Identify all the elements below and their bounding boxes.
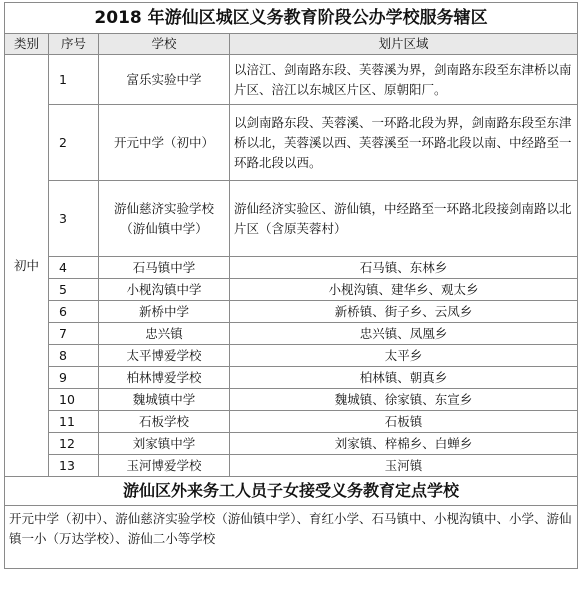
table-row: [5, 389, 578, 411]
district-area: 刘家镇、梓棉乡、白蝉乡: [230, 433, 578, 455]
district-area: 太平乡: [230, 345, 578, 367]
school-name: 石板学校: [99, 411, 230, 433]
table-row: [5, 181, 578, 257]
table-row: [5, 105, 578, 181]
school-name: 小枧沟镇中学: [99, 279, 230, 301]
table-row: [5, 367, 578, 389]
header-area: 划片区域: [230, 34, 578, 55]
row-number: 13: [49, 455, 99, 477]
table-row: [5, 455, 578, 477]
header-category: 类别: [5, 34, 49, 55]
row-number: 6: [49, 301, 99, 323]
row-number: 7: [49, 323, 99, 345]
section-title: 游仙区外来务工人员子女接受义务教育定点学校: [5, 477, 578, 506]
district-area: 新桥镇、街子乡、云凤乡: [230, 301, 578, 323]
document-page: [4, 2, 577, 569]
row-number: 3: [49, 181, 99, 257]
table-row: [5, 257, 578, 279]
table-row: [5, 301, 578, 323]
header-number: 序号: [49, 34, 99, 55]
district-area: 魏城镇、徐家镇、东宣乡: [230, 389, 578, 411]
category-cell: 初中: [5, 55, 49, 477]
row-number: 12: [49, 433, 99, 455]
row-number: 11: [49, 411, 99, 433]
district-area: 石板镇: [230, 411, 578, 433]
designated-schools-text: 开元中学（初中）、游仙慈济实验学校（游仙镇中学）、育红小学、石马镇中、小枧沟镇中、小学、游仙镇一小（万达学校）、游仙二小等学校: [5, 506, 578, 569]
district-area: 石马镇、东林乡: [230, 257, 578, 279]
table-title: 2018 年游仙区城区义务教育阶段公办学校服务辖区: [5, 3, 578, 34]
table-row: [5, 411, 578, 433]
school-name: 柏林博爱学校: [99, 367, 230, 389]
table-row: [5, 345, 578, 367]
school-name: 玉河博爱学校: [99, 455, 230, 477]
table-row: [5, 55, 578, 105]
row-number: 1: [49, 55, 99, 105]
district-area: 以涪江、剑南路东段、芙蓉溪为界，剑南路东段至东津桥以南片区、涪江以东城区片区、原朝阳厂。: [230, 55, 578, 105]
school-name: 太平博爱学校: [99, 345, 230, 367]
table-row: [5, 279, 578, 301]
school-name: 忠兴镇: [99, 323, 230, 345]
district-area: 小枧沟镇、建华乡、观太乡: [230, 279, 578, 301]
row-number: 10: [49, 389, 99, 411]
district-area: 忠兴镇、凤凰乡: [230, 323, 578, 345]
row-number: 8: [49, 345, 99, 367]
school-name: 新桥中学: [99, 301, 230, 323]
district-area: 以剑南路东段、芙蓉溪、一环路北段为界，剑南路东段至东津桥以北，芙蓉溪以西、芙蓉溪至一环路北段以南、中经路至一环路北段以西。: [230, 105, 578, 181]
school-name: 开元中学（初中）: [99, 105, 230, 181]
row-number: 9: [49, 367, 99, 389]
header-row: [5, 34, 578, 55]
district-area: 游仙经济实验区、游仙镇，中经路至一环路北段接剑南路以北片区（含原芙蓉村）: [230, 181, 578, 257]
row-number: 2: [49, 105, 99, 181]
district-area: 柏林镇、朝真乡: [230, 367, 578, 389]
school-name: 刘家镇中学: [99, 433, 230, 455]
school-name: 游仙慈济实验学校（游仙镇中学）: [99, 181, 230, 257]
school-name: 魏城镇中学: [99, 389, 230, 411]
row-number: 5: [49, 279, 99, 301]
row-number: 4: [49, 257, 99, 279]
school-name: 石马镇中学: [99, 257, 230, 279]
table-row: [5, 323, 578, 345]
district-area: 玉河镇: [230, 455, 578, 477]
header-school: 学校: [99, 34, 230, 55]
table-row: [5, 433, 578, 455]
school-district-table: [4, 2, 578, 569]
school-name: 富乐实验中学: [99, 55, 230, 105]
